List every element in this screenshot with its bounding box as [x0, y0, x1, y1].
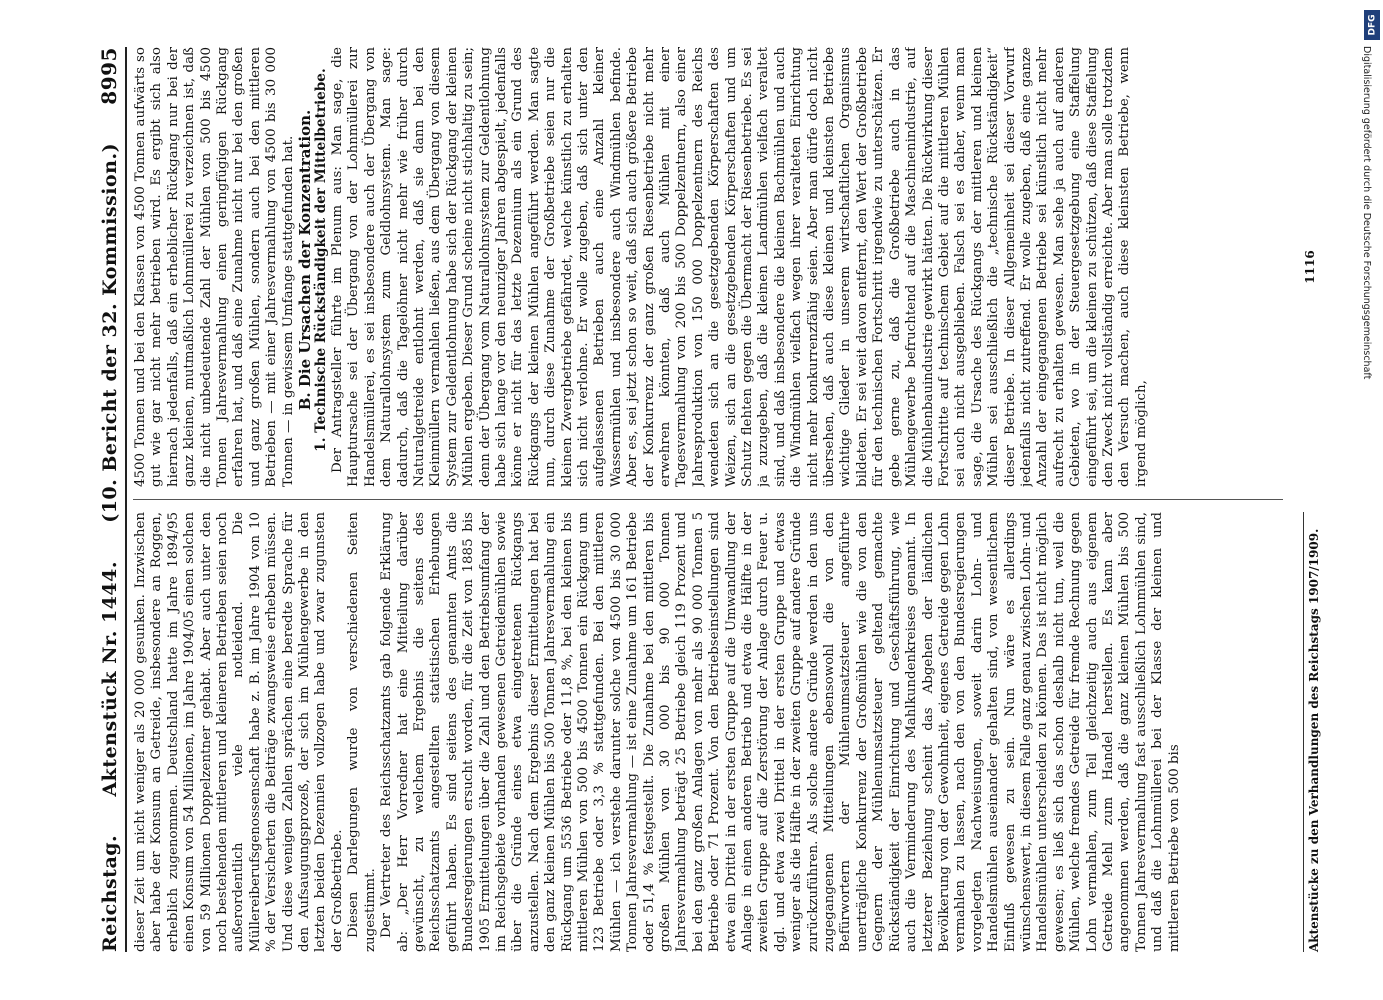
section-title: B. Die Ursachen der Konzentration. — [296, 109, 315, 411]
page-header — [81, 47, 121, 952]
paragraph: dieser Zeit um nicht weniger als 20 000 gesunken. Inzwischen aber habe der Konsum an Getreide, insbesondere an Roggen, erheblich zugenommen. Deutschland hatte im Jahre 1894/95 einen Konsum von 54 Millionen, im Jahre 1904/05 einen solchen von 59 Millionen Doppelzentner gehabt. Aber auch unter den noch bestehenden mittleren und kleineren Betrieben seien noch außerordentlich viele notleidend. Die Müllereiberufsgenossenschaft habe z. B. im Jahre 1904 von 10 % der Versicherten die Beiträge zwangsweise erheben müssen. Und diese wenigen Zahlen sprächen eine beredte Sprache für den Aufsaugungsprozeß, der sich im Mühlengewerbe in den letzten beiden Dezennien vollzogen habe und zwar zugunsten der Großbetriebe. — [133, 512, 345, 952]
right-text-column — [133, 47, 1293, 487]
header-left: Reichstag. — [99, 834, 121, 952]
header-rule — [125, 47, 127, 952]
dfg-logo-icon: DFG — [1364, 10, 1380, 40]
paragraph: Der Vertreter des Reichsschatzamts gab folgende Erklärung ab: „Der Herr Vorredner hat eine Mitteilung darüber gewünscht, zu welchem Ergebnis die seitens des Reichsschatzamts angestellten statistischen Erhebungen geführt haben. Es sind seitens des genannten Amts die Bundesregierungen ersucht worden, für die Zeit von 1885 bis 1905 Ermittelungen über die Zahl und den Betriebsumfang der im Reichsgebiete vorhanden gewesenen Getreidemühlen sowie über die Gründe eines etwa eingetretenen Rückgangs anzustellen. Nach dem Ergebnis dieser Ermittelungen hat bei den ganz kleinen Mühlen bis 500 Tonnen Jahresvermahlung ein Rückgang um 5536 Betriebe oder 11,8 %, bei den kleinen bis mittleren Mühlen von 500 bis 4500 Tonnen ein Rückgang um 123 Betriebe oder 3,3 % stattgefunden. Bei den mittleren Mühlen — ich verstehe darunter solche von 4500 bis 30 000 Tonnen Jahresvermahlung — ist eine Zunahme um 161 Betriebe oder 51,4 % festgestellt. Die Zunahme bei den mittleren bis großen Mühlen von 30 000 bis 90 000 Tonnen Jahresvermahlung beträgt 25 Betriebe gleich 119 Prozent und bei den ganz großen Anlagen von mehr als 90 000 Tonnen 5 Betriebe oder 71 Prozent. Von den Betriebseinstellungen sind etwa ein Drittel in der ersten Gruppe auf die Umwandlung der Anlage in einen anderen Betrieb und etwa die Hälfte in der zweiten Gruppe auf die Zerstörung der Anlage durch Feuer u. dgl. und etwa zwei Drittel in der ersten Gruppe und etwas weniger als die Hälfte in der zweiten Gruppe auf andere Gründe zurückzuführen. Als solche andere Gründe werden in den uns zugegangenen Mitteilungen ebensowohl die von den Befürwortern der Mühlenumsatzsteuer angeführte unerträgliche Konkurrenz der Großmühlen wie die von den Gegnern der Mühlenumsatzsteuer geltend gemachte Rückständigkeit der Einrichtung und Geschäftsführung, wie auch die Verminderung des Mahlkundenkreises genannt. In letzterer Beziehung scheint das Abgehen der ländlichen Bevölkerung von der Gewohnheit, eigenes Getreide gegen Lohn vermahlen zu lassen, nach den von den Bundesregierungen vorgelegten Nachweisungen, soweit darin Lohn- und Handelsmühlen auseinander gehalten sind, von wesentlichem Einfluß gewesen zu sein. Nun wäre es allerdings wünschenswert, in diesem Falle ganz genau zwischen Lohn- und Handelsmühlen unterscheiden zu können. Das ist nicht möglich gewesen; es ließ sich das schon deshalb nicht tun, weil die Mühlen, welche fremdes Getreide für fremde Rechnung gegen Lohn vermahlen, zum Teil gleichzeitig auch aus eigenem Getreide Mehl zum Handel herstellen. Es kann aber angenommen werden, daß die ganz kleinen Mühlen bis 500 Tonnen Jahresvermahlung fast ausschließlich Lohnmühlen sind, und daß die Lohnmüllerei bei der Klasse der kleinen und mittleren Betriebe von 500 bis — [379, 512, 1182, 952]
credit-text: Digitalisierung gefördert durch die Deutsche Forschungsgemeinschaft — [1361, 46, 1372, 380]
left-text-column — [133, 512, 1293, 952]
digitization-credit — [1362, 6, 1382, 726]
column-divider — [133, 499, 1283, 500]
header-report-title: (10. Bericht der 32. Kommission.) — [99, 142, 121, 523]
rotated-document-page — [41, 30, 1341, 970]
paragraph: Der Antragsteller führte im Plenum aus: Man sage, die Hauptursache sei der Übergang von der Lohnmüllerei zur Handelsmüllerei, es sei insbesondere auch der Übergang von dem Naturallohnsystem zum Geldlohnsystem. Man sage: dadurch, daß die Tagelöhner nicht mehr wie früher durch Naturalgetreide entlohnt werden, daß sie dann bei den Kleinmüllern vermahlen ließen, aus dem Übergang von diesem System zur Geldentlohnung habe sich der Rückgang der kleinen Mühlen ergeben. Dieser Grund scheine nicht stichhaltig zu sein; denn der Übergang vom Naturallohnsystem zur Geldentlohnung habe sich lange vor den neunziger Jahren abgespielt, jedenfalls könne er nicht für das letzte Dezennium als ein Grund des Rückgangs der kleinen Mühlen angeführt werden. Man sagte nun, durch diese Zunahme der Großbetriebe seien nur die kleinen Zwergbetriebe gefährdet, welche künstlich zu erhalten sich nicht verlohne. Er wolle zugeben, daß sich unter den aufgelassenen Betrieben auch eine Anzahl kleiner Wassermühlen und insbesondere auch Windmühlen befinde. Aber es, sei jetzt schon so weit, daß sich auch größere Betriebe der Konkurrenz der ganz großen Riesenbetriebe nicht mehr erwehren könnten, daß auch Mühlen mit einer Tagesvermahlung von 200 bis 500 Doppelzentnern, also einer Jahresproduktion von 150 000 Doppelzentnern des Reichs wendeten sich an die gesetzgebenden Körperschaften des Weizen, sich an die gesetzgebenden Körperschaften und um Schutz flehten gegen die Übermacht der Riesenbetriebe. Es sei ja zuzugeben, daß die kleinen Landmühlen vielfach veraltet sind, und daß insbesondere die kleinen Bachmühlen und auch die Windmühlen vielfach wegen ihrer veralteten Einrichtung nicht mehr konkurrenzfähig seien. Aber man dürfe doch nicht übersehen, daß auch diese kleinen und kleinsten Betriebe wichtige Glieder in unserem wirtschaftlichen Organismus bildeten. Er sei weit davon entfernt, den Wert der Großbetriebe für den technischen Fortschritt irgendwie zu unterschätzen. Er gebe gerne zu, daß die Großbetriebe auch in das Mühlengewerbe befruchtend auf die Maschinenindustrie, auf die Mühlenbauindustrie gewirkt hätten. Die Rückwirkung dieser Fortschritte auf technischem Gebiet auf die mittleren Mühlen sei auch nicht ausgeblieben. Falsch sei es daher, wenn man sage, die Ursache des Rückgangs der mittleren und kleinen Mühlen sei ausschließlich die „technische Rückständigkeit“ dieser Betriebe. In dieser Allgemeinheit sei dieser Vorwurf jedenfalls nicht zutreffend. Er wolle zugeben, daß eine ganze Anzahl der eingegangenen Betriebe sei künstlich nicht mehr aufrecht zu erhalten gewesen. Man sehe ja auch auf anderen Gebieten, wo in der Steuergesetzgebung eine Staffelung eingeführt sei, um die kleinen zu schützen, daß diese Staffelung den Zweck nicht vollständig erreichte. Aber man solle trotzdem den Versuch machen, auch diese kleinsten Betriebe, wenn irgend möglich, — [329, 47, 1149, 487]
paragraph: 4500 Tonnen und bei den Klassen von 4500 Tonnen aufwärts so gut wie gar nicht mehr betrieben wird. Es ergibt sich also hiernach jedenfalls, daß ein erheblicher Rückgang nur bei der ganz kleinen, mutmaßlich Lohnmüllerei zu verzeichnen ist, daß die nicht unbedeutende Zahl der Mühlen von 500 bis 4500 Tonnen Jahresvermahlung einen geringfügigen Rückgang erfahren hat, und daß eine Zunahme nicht nur bei den großen und ganz großen Mühlen, sondern auch bei den mittleren Betrieben — mit einer Jahresvermahlung von 4500 bis 30 000 Tonnen — in gewissem Umfange stattgefunden hat. — [133, 47, 296, 487]
subsection-title: 1. Technische Rückständigkeit der Mittelbetriebe. — [313, 68, 330, 452]
footer-rule — [1303, 512, 1304, 952]
footer-publication-line: Aktenstücke zu den Verhandlungen des Reichstags 1907/1909. — [1307, 528, 1321, 952]
paragraph: Diesen Darlegungen wurde von verschiedenen Seiten zugestimmt. — [346, 512, 378, 952]
footer-sheet-number: 1116 — [1303, 250, 1317, 284]
header-document-number: Aktenstück Nr. 1444. — [99, 561, 121, 797]
page-number: 8995 — [97, 47, 121, 105]
